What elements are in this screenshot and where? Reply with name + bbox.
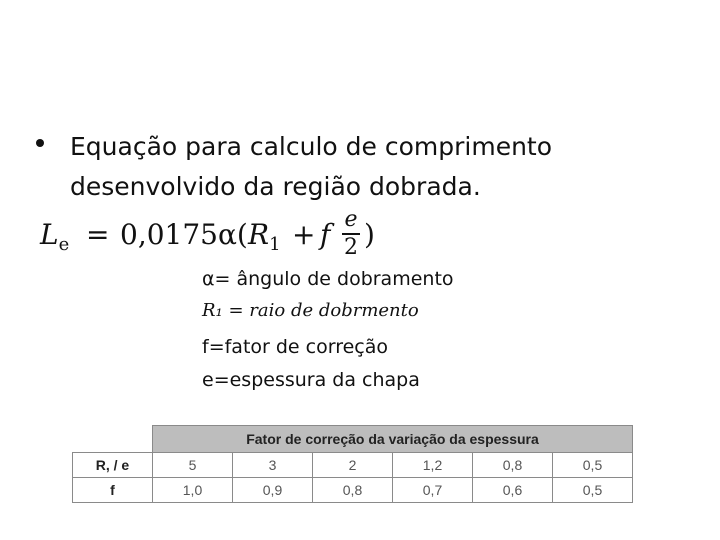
bullet-line-2: desenvolvido da região dobrada. [70,172,481,201]
eq-lhs-sub: e [58,234,70,255]
eq-frac-den: 2 [344,235,358,260]
eq-frac-num: e [344,207,358,232]
correction-factor-table [72,425,633,503]
table-cell: 0,9 [233,478,313,503]
def-f: f=fator de correção [202,336,389,358]
def-e: e=espessura da chapa [202,369,420,391]
def-alpha: α= ângulo de dobramento [202,268,454,290]
table-corner [73,426,153,453]
table-title: Fator de correção da variação da espessura [153,426,633,453]
bullet-text [70,127,552,207]
table-row-r1 [73,453,633,478]
table-cell: 1,0 [153,478,233,503]
table-cell: 0,6 [473,478,553,503]
table-cell: 0,8 [473,453,553,478]
def-r1: R₁ = raio de dobrmento [202,300,419,321]
table-cell: 0,5 [553,453,633,478]
table-cell: 0,7 [393,478,473,503]
eq-coefficient: 0,0175α( [120,218,248,251]
bullet-line-1: Equação para calculo de comprimento [70,132,553,161]
table-cell: 3 [233,453,313,478]
table-cell: 5 [153,453,233,478]
eq-fraction [340,208,362,260]
eq-r1 [248,218,281,255]
table-row-f [73,478,633,503]
row-f-header: f [73,478,153,503]
table-cell: 2 [313,453,393,478]
eq-r-var: R [248,218,270,251]
eq-plus: + [292,218,316,251]
bullet-dot [36,139,44,147]
eq-r-sub: 1 [269,234,281,255]
row-r1-header: R, / e [73,453,153,478]
table-cell: 0,8 [313,478,393,503]
eq-lhs [40,218,69,255]
table-title-row [73,426,633,453]
table-cell: 1,2 [393,453,473,478]
eq-lhs-var: L [40,218,59,251]
eq-close: ) [364,218,375,251]
eq-equals: = [86,218,110,251]
eq-f: f [320,218,331,251]
table-cell: 0,5 [553,478,633,503]
